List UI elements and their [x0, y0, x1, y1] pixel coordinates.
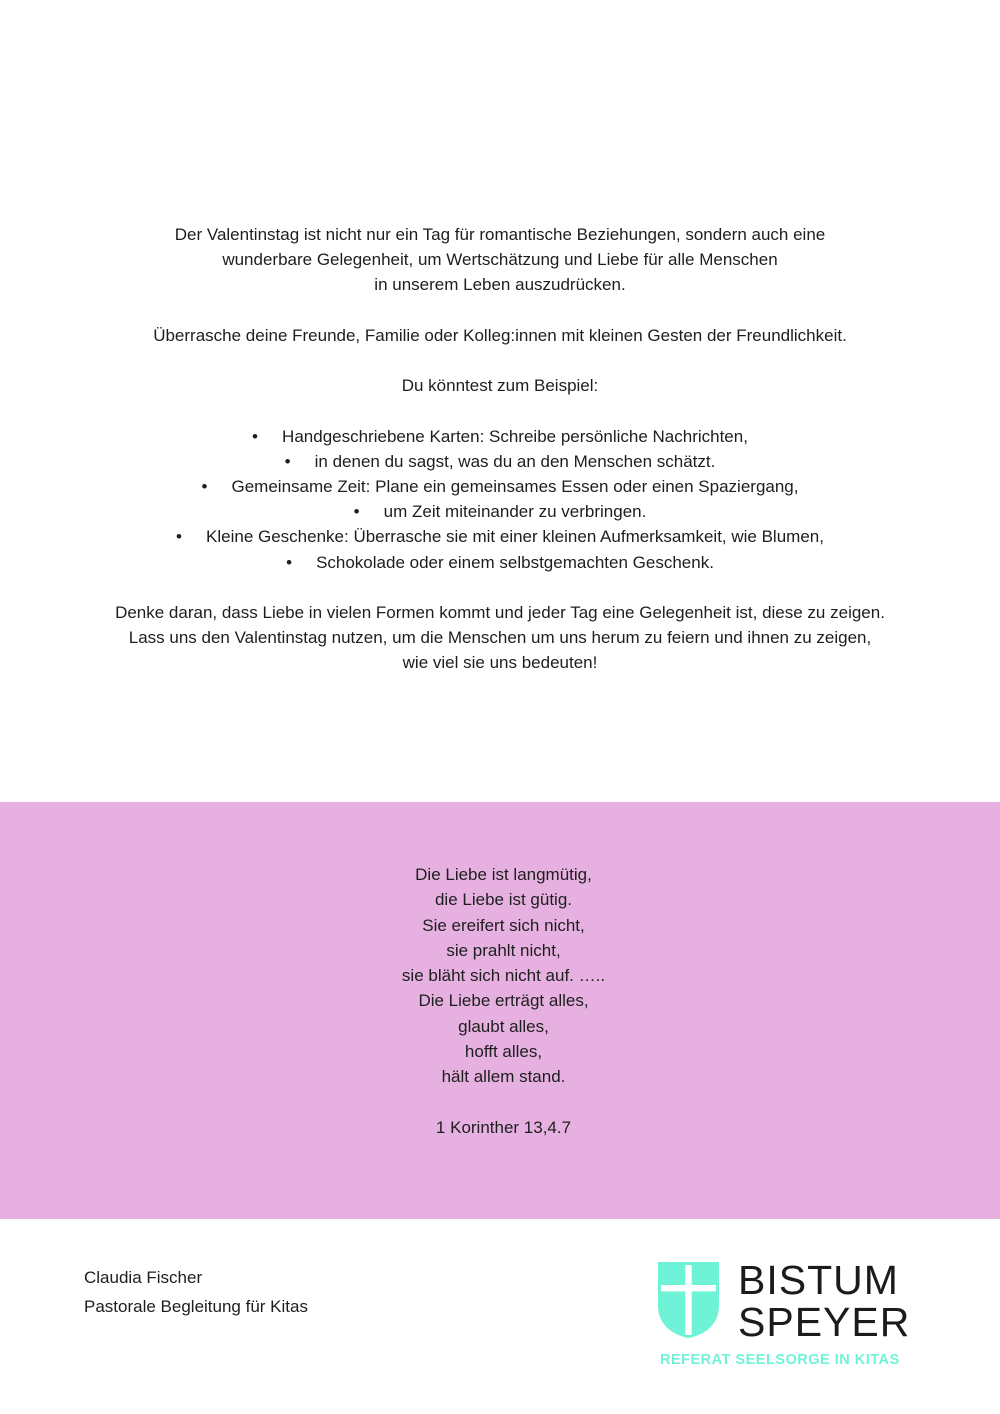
- quote-line: sie bläht sich nicht auf. …..: [401, 966, 606, 986]
- intro-paragraph-1: [0, 222, 1000, 298]
- intro-text: [0, 222, 1000, 676]
- bullet-icon: •: [252, 426, 258, 446]
- quote-line: Sie ereifert sich nicht,: [422, 915, 585, 935]
- bistum-speyer-logo: [658, 1257, 938, 1372]
- quote-line: die Liebe ist gütig.: [434, 890, 573, 910]
- list-item: • um Zeit miteinander zu verbringen.: [0, 499, 1000, 524]
- intro-paragraph-3: Du könntest zum Beispiel:: [401, 376, 599, 396]
- bullet-icon: •: [176, 527, 182, 547]
- text-line: wunderbare Gelegenheit, um Wertschätzung und Liebe für alle Menschen: [222, 250, 778, 270]
- text-line: wie viel sie uns bedeuten!: [402, 653, 598, 673]
- intro-paragraph-2: Überrasche deine Freunde, Familie oder Kolleg:innen mit kleinen Gesten der Freundlichkeit.: [153, 325, 847, 345]
- author-block: [84, 1263, 308, 1321]
- bible-quote: [0, 862, 1000, 1140]
- bullet-list: [0, 424, 1000, 575]
- text-line: Denke daran, dass Liebe in vielen Formen kommt und jeder Tag eine Gelegenheit ist, diese zu zeigen.: [115, 602, 885, 622]
- bullet-icon: •: [353, 502, 360, 522]
- intro-paragraph-4: [0, 600, 1000, 676]
- author-role: Pastorale Begleitung für Kitas: [84, 1297, 308, 1316]
- text-line: Lass uns den Valentinstag nutzen, um die Menschen um uns herum zu feiern und ihnen zu zeigen,: [128, 628, 872, 648]
- logo-word-bistum: BISTUM: [738, 1257, 899, 1303]
- text-line: in unserem Leben auszudrücken.: [374, 275, 626, 295]
- cross-shield-icon: [658, 1262, 719, 1338]
- quote-line: hält allem stand.: [441, 1067, 566, 1087]
- text-line: Der Valentinstag ist nicht nur ein Tag für romantische Beziehungen, sondern auch eine: [174, 225, 826, 244]
- quote-line: hofft alles,: [464, 1042, 543, 1062]
- list-item: • in denen du sagst, was du an den Menschen schätzt.: [0, 449, 1000, 474]
- bullet-icon: •: [286, 552, 293, 572]
- quote-source: 1 Korinther 13,4.7: [435, 1117, 572, 1137]
- author-name: Claudia Fischer: [84, 1268, 203, 1287]
- quote-line: sie prahlt nicht,: [446, 940, 561, 960]
- list-item: • Kleine Geschenke: Überrasche sie mit einer kleinen Aufmerksamkeit, wie Blumen,: [0, 524, 1000, 549]
- list-item: • Gemeinsame Zeit: Plane ein gemeinsames Essen oder einen Spaziergang,: [0, 474, 1000, 499]
- quote-line: Die Liebe erträgt alles,: [418, 991, 589, 1011]
- bullet-icon: •: [201, 476, 208, 496]
- list-item: • Schokolade oder einem selbstgemachten Geschenk.: [0, 550, 1000, 575]
- bullet-icon: •: [284, 451, 291, 471]
- quote-line: Die Liebe ist langmütig,: [415, 865, 592, 884]
- logo-word-speyer: SPEYER: [738, 1299, 911, 1345]
- logo-subtitle: REFERAT SEELSORGE IN KITAS: [660, 1352, 900, 1368]
- list-item: • Handgeschriebene Karten: Schreibe persönliche Nachrichten,: [0, 424, 1000, 449]
- quote-line: glaubt alles,: [458, 1016, 549, 1036]
